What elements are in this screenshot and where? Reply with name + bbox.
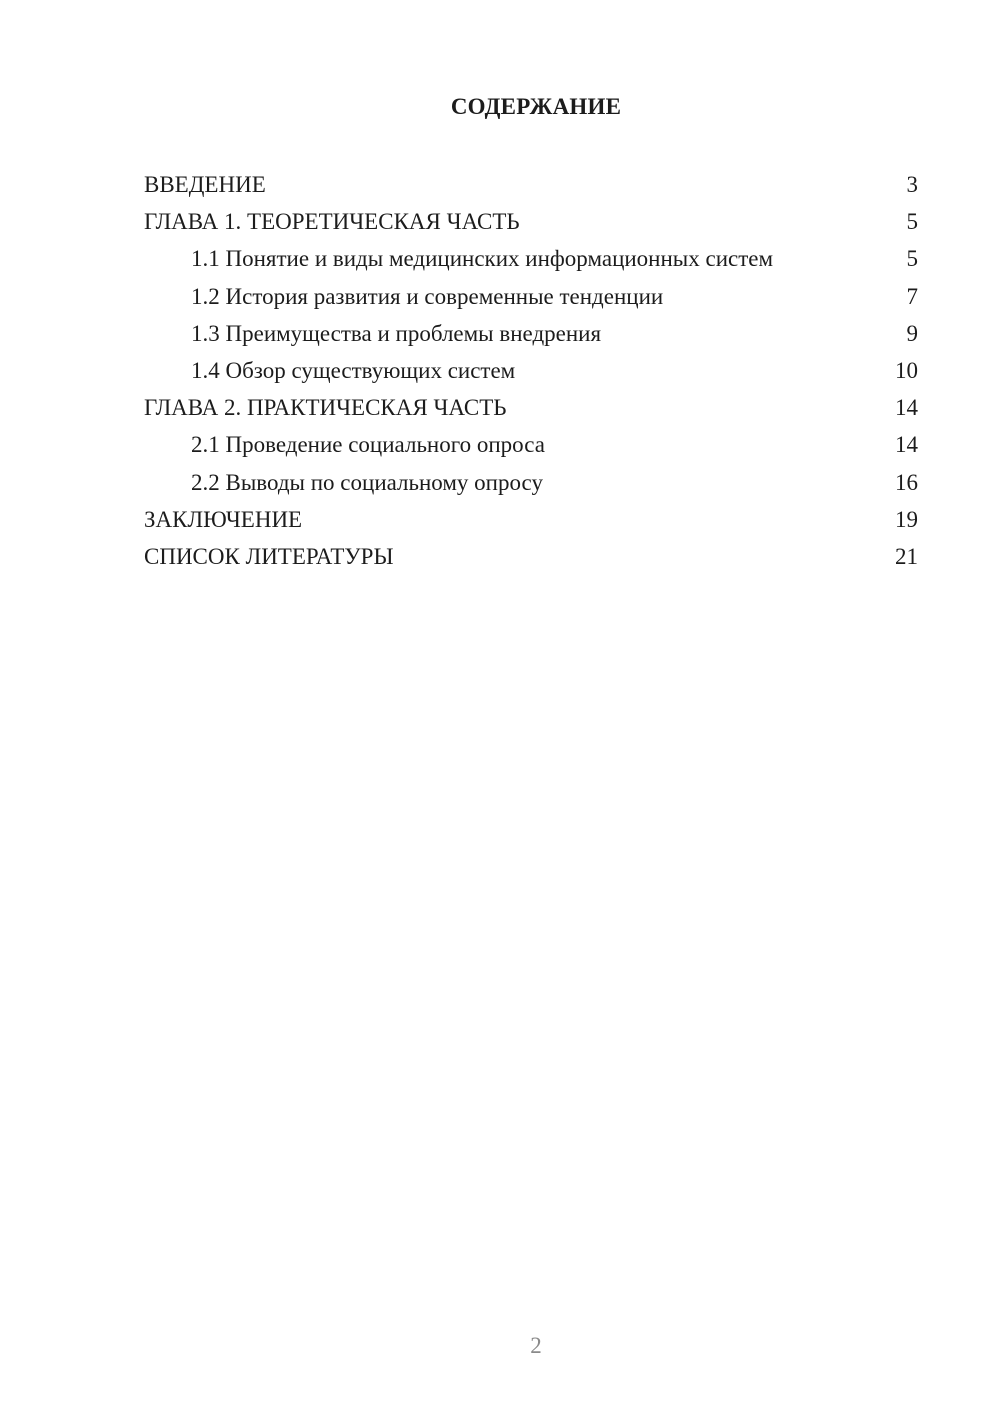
toc-entry-page: 7	[906, 283, 918, 309]
table-of-contents	[144, 166, 918, 575]
toc-entry-title: ГЛАВА 2. ПРАКТИЧЕСКАЯ ЧАСТЬ	[144, 395, 507, 421]
toc-entry-page: 19	[895, 506, 918, 532]
toc-section-entry	[144, 464, 918, 501]
toc-entry-page: 14	[895, 395, 918, 421]
toc-entry-page: 14	[895, 432, 918, 458]
toc-entry-title: СПИСОК ЛИТЕРАТУРЫ	[144, 543, 394, 569]
toc-chapter-entry	[144, 166, 918, 203]
toc-chapter-entry	[144, 501, 918, 538]
toc-entry-page: 16	[895, 469, 918, 495]
toc-entry-title: 2.2 Выводы по социальному опросу	[191, 469, 543, 495]
toc-entry-page: 5	[906, 246, 918, 272]
page-title: СОДЕРЖАНИЕ	[450, 94, 622, 119]
toc-entry-page: 5	[906, 209, 918, 235]
toc-section-entry	[144, 315, 918, 352]
toc-entry-title: ВВЕДЕНИЕ	[144, 172, 266, 197]
toc-entry-page: 3	[906, 172, 918, 197]
toc-entry-title: 1.4 Обзор существующих систем	[191, 357, 516, 383]
toc-entry-page: 21	[895, 543, 918, 569]
toc-entry-title: 1.1 Понятие и виды медицинских информационных систем	[191, 246, 774, 272]
toc-chapter-entry	[144, 538, 918, 575]
toc-entry-title: 2.1 Проведение социального опроса	[191, 432, 545, 458]
toc-entry-page: 10	[895, 357, 918, 383]
toc-entry-title: ГЛАВА 1. ТЕОРЕТИЧЕСКАЯ ЧАСТЬ	[144, 209, 520, 235]
toc-section-entry	[144, 352, 918, 389]
toc-chapter-entry	[144, 203, 918, 240]
toc-chapter-entry	[144, 389, 918, 426]
toc-entry-title: ЗАКЛЮЧЕНИЕ	[144, 506, 303, 532]
toc-entry-page: 9	[906, 320, 918, 346]
toc-entry-title: 1.2 История развития и современные тенденции	[191, 283, 664, 309]
page-number: 2	[530, 1333, 542, 1358]
toc-section-entry	[144, 426, 918, 463]
toc-entry-title: 1.3 Преимущества и проблемы внедрения	[191, 320, 602, 346]
toc-section-entry	[144, 240, 918, 277]
toc-section-entry	[144, 278, 918, 315]
